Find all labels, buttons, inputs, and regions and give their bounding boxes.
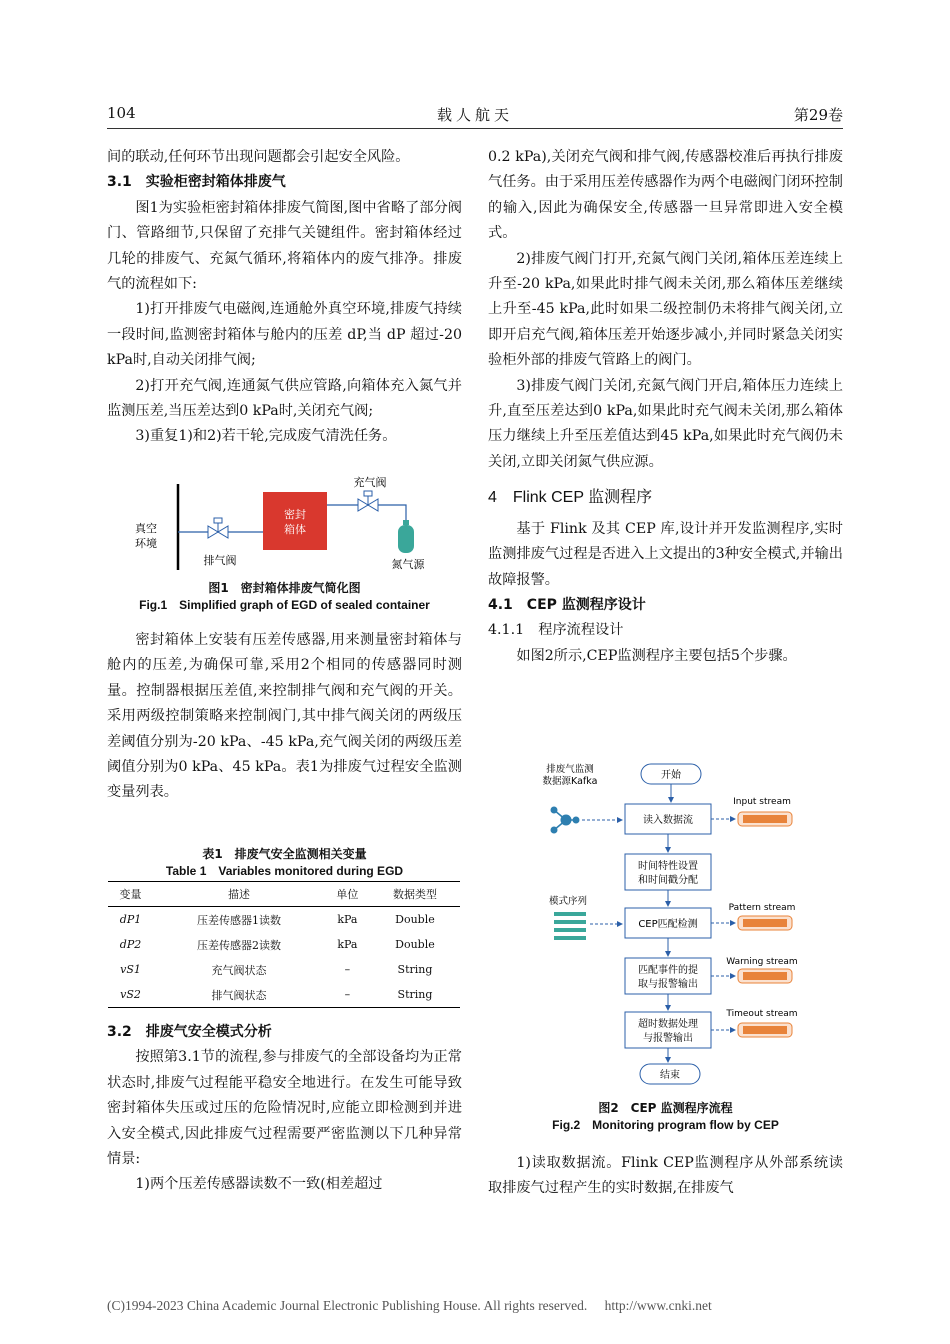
- table-cell: vS1: [120, 963, 141, 976]
- warning-stream-icon: [738, 969, 792, 983]
- paragraph: 按照第3.1节的流程,参与排废气的全部设备均为正常状态时,排废气过程能平稳安全地进行。在发生可能导致密封箱体失压或过压的危险情况时,应能立即检测到并进入安全模式,因此排废气过程需要严密监测以下几种异常情景:: [107, 1049, 462, 1168]
- timeout-label: 与报警输出: [643, 1033, 693, 1044]
- table-cell: String: [370, 982, 460, 1008]
- time-setting-label: 和时间戳分配: [638, 875, 698, 886]
- table-1-caption-en: Table 1 Variables monitored during EGD: [165, 864, 404, 878]
- table-header: 数据类型: [370, 882, 460, 907]
- table-cell: 压差传感器2读数: [196, 938, 281, 952]
- right-column-bottom: [488, 1151, 843, 1202]
- figure-1-caption-en: Fig.1 Simplified graph of EGD of sealed container: [139, 598, 430, 612]
- table-1: [108, 881, 460, 1008]
- cnki-url: http://www.cnki.net: [604, 1298, 712, 1313]
- paragraph: 1)两个压差传感器读数不一致(相差超过: [135, 1176, 383, 1193]
- paragraph: 1)打开排废气电磁阀,连通舱外真空环境,排废气持续一段时间,监测密封箱体与舱内的压差 dP,当 dP 超过-20 kPa时,自动关闭排气阀;: [107, 301, 462, 369]
- figure-2-flowchart: [530, 760, 810, 1090]
- fill-pipe: [327, 505, 406, 522]
- table-cell: –: [344, 963, 351, 976]
- extract-alarm-label: 匹配事件的提: [638, 965, 698, 976]
- page-header: [107, 104, 843, 129]
- journal-name: 载人航天: [436, 106, 513, 124]
- figure-1-caption-cn: 图1 密封箱体排废气简化图: [208, 581, 361, 595]
- right-column: [488, 145, 843, 669]
- paragraph: 3)排废气阀门关闭,充氮气阀门开启,箱体压力连续上升,直至压差达到0 kPa,如果此时充气阀未关闭,那么箱体压力继续上升至压差值达到45 kPa,如果此时充气阀仍未关闭,立即关闭氮气供应源。: [488, 377, 843, 470]
- vacuum-label: 真空: [135, 522, 157, 535]
- pattern-seq-label: 模式序列: [548, 896, 588, 907]
- section-heading-4-1-1: 4.1.1 程序流程设计: [488, 622, 624, 639]
- exhaust-valve-icon: [208, 518, 228, 538]
- timeout-label: 超时数据处理: [638, 1019, 698, 1030]
- table-cell: dP2: [119, 938, 142, 951]
- figure-2-caption-cn: 图2 CEP 监测程序流程: [598, 1101, 733, 1115]
- paragraph: 0.2 kPa),关闭充气阀和排气阀,传感器校准后再执行排废气任务。由于采用压差传感器作为两个电磁阀门闭环控制的输入,因此为确保安全,传感器一旦异常即进入安全模式。: [488, 149, 843, 242]
- paragraph: 图1为实验柜密封箱体排废气简图,图中省略了部分阀门、管路细节,只保留了充排气关键组件。密封箱体经过几轮的排废气、充氮气循环,将箱体内的废气排净。排废气的流程如下:: [107, 199, 462, 293]
- table-cell: dP1: [119, 913, 142, 926]
- read-stream-label: 读入数据流: [643, 815, 693, 826]
- table-cell: 排气阀状态: [153, 982, 325, 1008]
- pattern-stream-icon: [738, 916, 792, 930]
- kafka-source-label: 数据源Kafka: [542, 776, 598, 787]
- paragraph: 2)排废气阀门打开,充氮气阀门关闭,箱体压差连续上升至-20 kPa,如果此时排气阀未关闭,那么箱体压差继续上升至-45 kPa,此时如果二级控制仍未将排气阀关闭,立即开启充气阀,箱体压差开始逐步减小,并同时紧急关闭实验柜外部的排废气管路上的阀门。: [488, 250, 843, 369]
- warning-stream-label: Warning stream: [726, 957, 798, 967]
- extract-alarm-label: 取与报警输出: [638, 979, 698, 990]
- nitrogen-tank-icon: [398, 520, 414, 553]
- sealed-box-label: 密封: [284, 508, 306, 521]
- timeout-stream-label: Timeout stream: [726, 1009, 798, 1019]
- pattern-stream-label: Pattern stream: [728, 903, 796, 913]
- input-stream-icon: [738, 812, 792, 826]
- sealed-box: [263, 492, 327, 550]
- page-number: 104: [107, 104, 136, 122]
- table-header-row: [108, 882, 460, 907]
- figure-1-diagram: [120, 470, 450, 580]
- exhaust-valve-label: 排气阀: [203, 554, 237, 567]
- figure-2-caption-en: Fig.2 Monitoring program flow by CEP: [552, 1118, 779, 1132]
- table-cell: Double: [395, 938, 435, 951]
- table-cell: vS2: [108, 982, 153, 1008]
- paragraph: 2)打开充气阀,连通氮气供应管路,向箱体充入氮气并监测压差,当压差达到0 kPa时,关闭充气阀;: [107, 377, 462, 420]
- table-row: [108, 957, 460, 982]
- paragraph: 密封箱体上安装有压差传感器,用来测量密封箱体与舱内的压差,为确保可靠,采用2个相同的传感器同时测量。控制器根据压差值,来控制排气阀和充气阀的开关。采用两级控制策略来控制阀门,其中排气阀关闭的两级压差阈值分别为-20 kPa、-45 kPa,充气阀关闭的两级压差阈值分别为0 kPa、45 kPa。表1为排废气过程安全监测变量列表。: [107, 632, 462, 801]
- table-header: 描述: [153, 882, 325, 907]
- time-setting-label: 时间特性设置: [638, 861, 698, 872]
- table-cell: kPa: [337, 938, 358, 951]
- end-label: 结束: [660, 1070, 680, 1081]
- table-row: [108, 907, 460, 933]
- table-cell: 充气阀状态: [211, 963, 267, 977]
- table-cell: –: [325, 982, 370, 1008]
- paragraph: 3)重复1)和2)若干轮,完成废气清洗任务。: [135, 428, 397, 445]
- fill-valve-icon: [358, 491, 378, 511]
- volume-label: 第29卷: [793, 106, 843, 124]
- section-heading-4-1: 4.1 CEP 监测程序设计: [488, 596, 646, 613]
- left-column: [107, 145, 462, 450]
- table-cell: 压差传感器1读数: [196, 913, 281, 927]
- vacuum-label: 环境: [135, 537, 157, 550]
- paragraph: 间的联动,任何环节出现问题都会引起安全风险。: [107, 149, 410, 165]
- timeout-stream-icon: [738, 1023, 792, 1037]
- left-column-middle: [107, 628, 462, 806]
- table-cell: String: [397, 963, 433, 976]
- start-label: 开始: [661, 770, 681, 781]
- table-header: 变量: [108, 882, 153, 907]
- table-cell: kPa: [337, 913, 358, 926]
- table-1-caption-cn: 表1 排废气安全监测相关变量: [202, 847, 367, 861]
- paragraph: 如图2所示,CEP监测程序主要包括5个步骤。: [516, 647, 797, 664]
- section-heading-3-2: 3.2 排废气安全模式分析: [107, 1024, 272, 1040]
- cep-match-label: CEP匹配检测: [638, 919, 698, 930]
- copyright-footer: [107, 1298, 712, 1314]
- table-header: 单位: [325, 882, 370, 907]
- kafka-icon: [551, 807, 579, 833]
- paragraph: 基于 Flink 及其 CEP 库,设计并开发监测程序,实时监测排废气过程是否进入上文提出的3种安全模式,并输出故障报警。: [488, 520, 843, 588]
- table-cell: Double: [395, 913, 435, 926]
- table-row: [108, 932, 460, 957]
- paragraph: 1)读取数据流。Flink CEP监测程序从外部系统读取排废气过程产生的实时数据,在排废气: [488, 1155, 843, 1197]
- pattern-sequence-icon: [554, 912, 586, 940]
- input-stream-label: Input stream: [733, 797, 791, 807]
- left-column-bottom: [107, 1020, 462, 1198]
- fill-valve-label: 充气阀: [353, 476, 387, 489]
- copyright-text: (C)1994-2023 China Academic Journal Electronic Publishing House. All rights reserved.: [107, 1298, 588, 1313]
- sealed-box-label: 箱体: [284, 523, 306, 536]
- section-heading-3-1: 3.1 实验柜密封箱体排废气: [107, 174, 286, 191]
- table-row: [108, 982, 460, 1008]
- section-heading-4: 4 Flink CEP 监测程序: [488, 489, 653, 507]
- nitrogen-label: 氮气源: [391, 558, 425, 571]
- kafka-source-label: 排废气监测: [546, 764, 594, 775]
